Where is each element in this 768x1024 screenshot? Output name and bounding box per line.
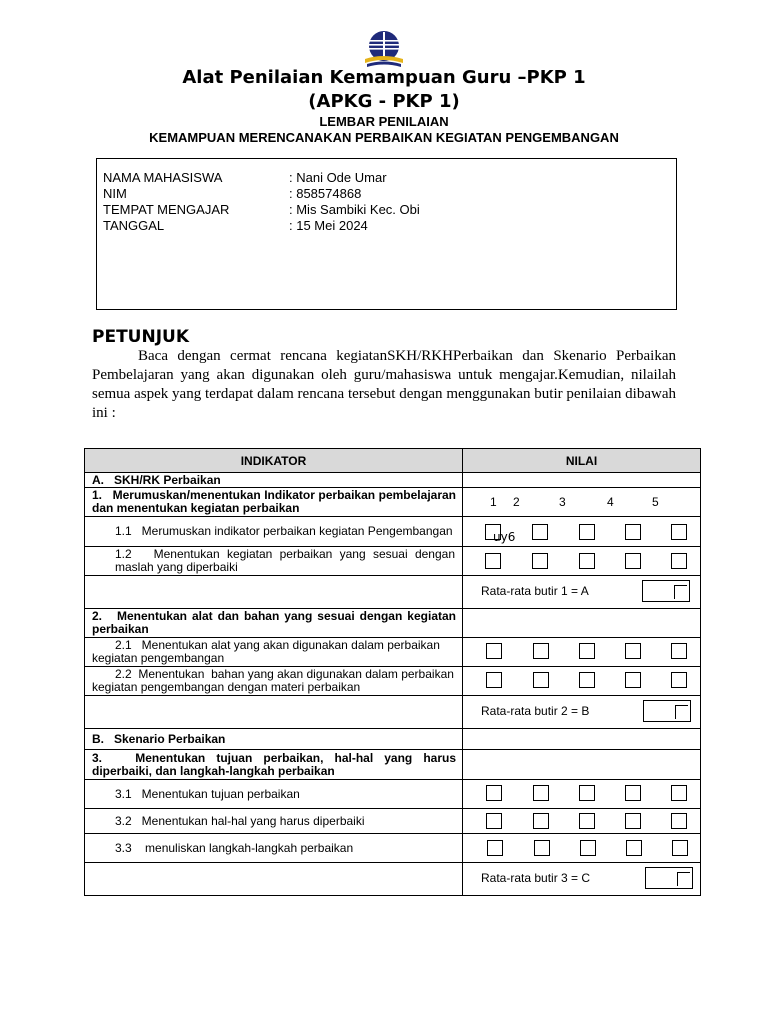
score-checkbox-1[interactable] — [487, 840, 503, 856]
score-checkbox-3[interactable] — [579, 553, 595, 569]
indicator-1-1: 1.1 Merumuskan indikator perbaikan kegiatan Pengembangan — [85, 517, 463, 547]
sheet-subtitle-topic: KEMAMPUAN MERENCANAKAN PERBAIKAN KEGIATAN PENGEMBANGAN — [149, 130, 619, 145]
score-checkbox-3[interactable] — [579, 643, 595, 659]
score-checkbox-4[interactable] — [625, 553, 641, 569]
table-row — [85, 667, 701, 696]
empty-cell — [85, 863, 463, 896]
score-checkbox-2[interactable] — [532, 553, 548, 569]
score-checkbox-4[interactable] — [625, 672, 641, 688]
indicator-3-1: 3.1 Menentukan tujuan perbaikan — [85, 780, 463, 809]
score-checkbox-2[interactable] — [533, 643, 549, 659]
score-checkbox-5[interactable] — [671, 785, 687, 801]
scale-number: 1 — [490, 495, 497, 509]
average-label-c: Rata-rata butir 3 = C — [481, 871, 591, 885]
score-checkbox-1[interactable] — [485, 553, 501, 569]
score-cell — [463, 517, 701, 547]
score-checkbox-3[interactable] — [579, 785, 595, 801]
score-checkbox-4[interactable] — [625, 643, 641, 659]
scale-number: 4 — [607, 495, 614, 509]
table-row — [85, 729, 701, 750]
score-checkbox-5[interactable] — [671, 524, 687, 540]
score-checkbox-2[interactable] — [533, 813, 549, 829]
info-value: : 15 Mei 2024 — [289, 218, 368, 233]
average-input-c[interactable] — [645, 867, 693, 889]
scale-number: 5 — [652, 495, 659, 509]
section-a-label: A. SKH/RK Perbaikan — [85, 473, 463, 488]
student-info-box — [96, 158, 677, 310]
score-checkbox-4[interactable] — [626, 840, 642, 856]
table-row — [85, 834, 701, 863]
score-checkbox-2[interactable] — [534, 840, 550, 856]
table-row — [85, 780, 701, 809]
info-label: NIM — [103, 186, 127, 201]
score-checkbox-2[interactable] — [533, 672, 549, 688]
indicator-3-2: 3.2 Menentukan hal-hal yang harus diperbaiki — [85, 809, 463, 834]
score-checkbox-3[interactable] — [580, 840, 596, 856]
table-row — [85, 473, 701, 488]
average-input-a[interactable] — [642, 580, 690, 602]
page-title-code: (APKG - PKP 1) — [308, 91, 460, 112]
indicator-3-3: 3.3 menuliskan langkah-langkah perbaikan — [85, 834, 463, 863]
score-checkbox-4[interactable] — [625, 813, 641, 829]
score-checkbox-4[interactable] — [625, 785, 641, 801]
indicator-2-2: 2.2 Menentukan bahan yang akan digunakan dalam perbaikan kegiatan pengembangan dengan materi perbaikan — [85, 667, 463, 696]
empty-cell — [463, 750, 701, 780]
table-header-row — [85, 449, 701, 473]
score-cell — [463, 667, 701, 696]
score-checkbox-4[interactable] — [625, 524, 641, 540]
average-label-a: Rata-rata butir 1 = A — [481, 584, 589, 598]
table-row — [85, 696, 701, 729]
score-checkbox-3[interactable] — [579, 672, 595, 688]
score-checkbox-5[interactable] — [671, 813, 687, 829]
score-checkbox-1[interactable] — [486, 643, 502, 659]
score-cell — [463, 834, 701, 863]
score-checkbox-2[interactable] — [533, 785, 549, 801]
average-input-b[interactable] — [643, 700, 691, 722]
empty-cell — [85, 696, 463, 729]
instructions-heading: PETUNJUK — [92, 327, 190, 347]
indicator-2-1: 2.1 Menentukan alat yang akan digunakan dalam perbaikan kegiatan pengembangan — [85, 638, 463, 667]
score-checkbox-5[interactable] — [671, 643, 687, 659]
indicator-3: 3. Menentukan tujuan perbaikan, hal-hal yang harus diperbaiki, dan langkah-langkah perbaikan — [85, 750, 463, 780]
table-row — [85, 576, 701, 609]
column-header-nilai: NILAI — [463, 449, 701, 473]
info-value: : Mis Sambiki Kec. Obi — [289, 202, 420, 217]
empty-cell — [463, 473, 701, 488]
university-logo-icon — [359, 29, 409, 71]
table-row — [85, 488, 701, 517]
column-header-indikator: INDIKATOR — [85, 449, 463, 473]
assessment-table — [84, 448, 701, 896]
score-checkbox-1[interactable] — [486, 672, 502, 688]
page-title: Alat Penilaian Kemampuan Guru –PKP 1 — [182, 67, 586, 88]
section-b-label: B. Skenario Perbaikan — [85, 729, 463, 750]
score-checkbox-2[interactable] — [532, 524, 548, 540]
score-checkbox-5[interactable] — [671, 553, 687, 569]
score-cell — [463, 547, 701, 576]
info-label: TANGGAL — [103, 218, 165, 233]
indicator-1: 1. Merumuskan/menentukan Indikator perbaikan pembelajaran dan menentukan kegiatan perbaikan — [85, 488, 463, 517]
instructions-text: Baca dengan cermat rencana kegiatanSKH/RKHPerbaikan dan Skenario Perbaikan Pembelajaran yang akan digunakan oleh guru/mahasiswa untuk mengajar.Kemudian, nilailah semua aspek yang terdapat dalam rencana tersebut dengan menggunakan butir penilaian dibawah ini : — [92, 348, 676, 421]
scale-numbers — [463, 488, 700, 516]
score-checkbox-3[interactable] — [579, 813, 595, 829]
indicator-1-2: 1.2 Menentukan kegiatan perbaikan yang sesuai dengan maslah yang diperbaiki — [85, 547, 463, 576]
average-cell — [463, 696, 701, 729]
table-row — [85, 750, 701, 780]
empty-cell — [85, 576, 463, 609]
table-row — [85, 609, 701, 638]
scale-number: 3 — [559, 495, 566, 509]
score-cell — [463, 809, 701, 834]
score-checkbox-1[interactable] — [486, 813, 502, 829]
table-row — [85, 863, 701, 896]
empty-cell — [463, 609, 701, 638]
average-cell — [463, 863, 701, 896]
info-label: NAMA MAHASISWA — [103, 170, 223, 185]
sheet-subtitle: LEMBAR PENILAIAN — [319, 114, 449, 129]
scale-number: 2 — [513, 495, 520, 509]
empty-cell — [463, 729, 701, 750]
info-value: : Nani Ode Umar — [289, 170, 387, 185]
score-checkbox-3[interactable] — [579, 524, 595, 540]
score-checkbox-5[interactable] — [672, 840, 688, 856]
table-row — [85, 809, 701, 834]
score-cell — [463, 638, 701, 667]
score-checkbox-5[interactable] — [671, 672, 687, 688]
table-row — [85, 517, 701, 547]
scale-cell — [463, 488, 701, 517]
indicator-2: 2. Menentukan alat dan bahan yang sesuai dengan kegiatan perbaikan — [85, 609, 463, 638]
table-row — [85, 638, 701, 667]
table-row — [85, 547, 701, 576]
average-label-b: Rata-rata butir 2 = B — [481, 704, 590, 718]
handwritten-mark: uy6 — [493, 529, 516, 544]
info-value: : 858574868 — [289, 186, 362, 201]
info-label: TEMPAT MENGAJAR — [103, 202, 230, 217]
score-checkbox-1[interactable] — [486, 785, 502, 801]
average-cell — [463, 576, 701, 609]
score-cell — [463, 780, 701, 809]
